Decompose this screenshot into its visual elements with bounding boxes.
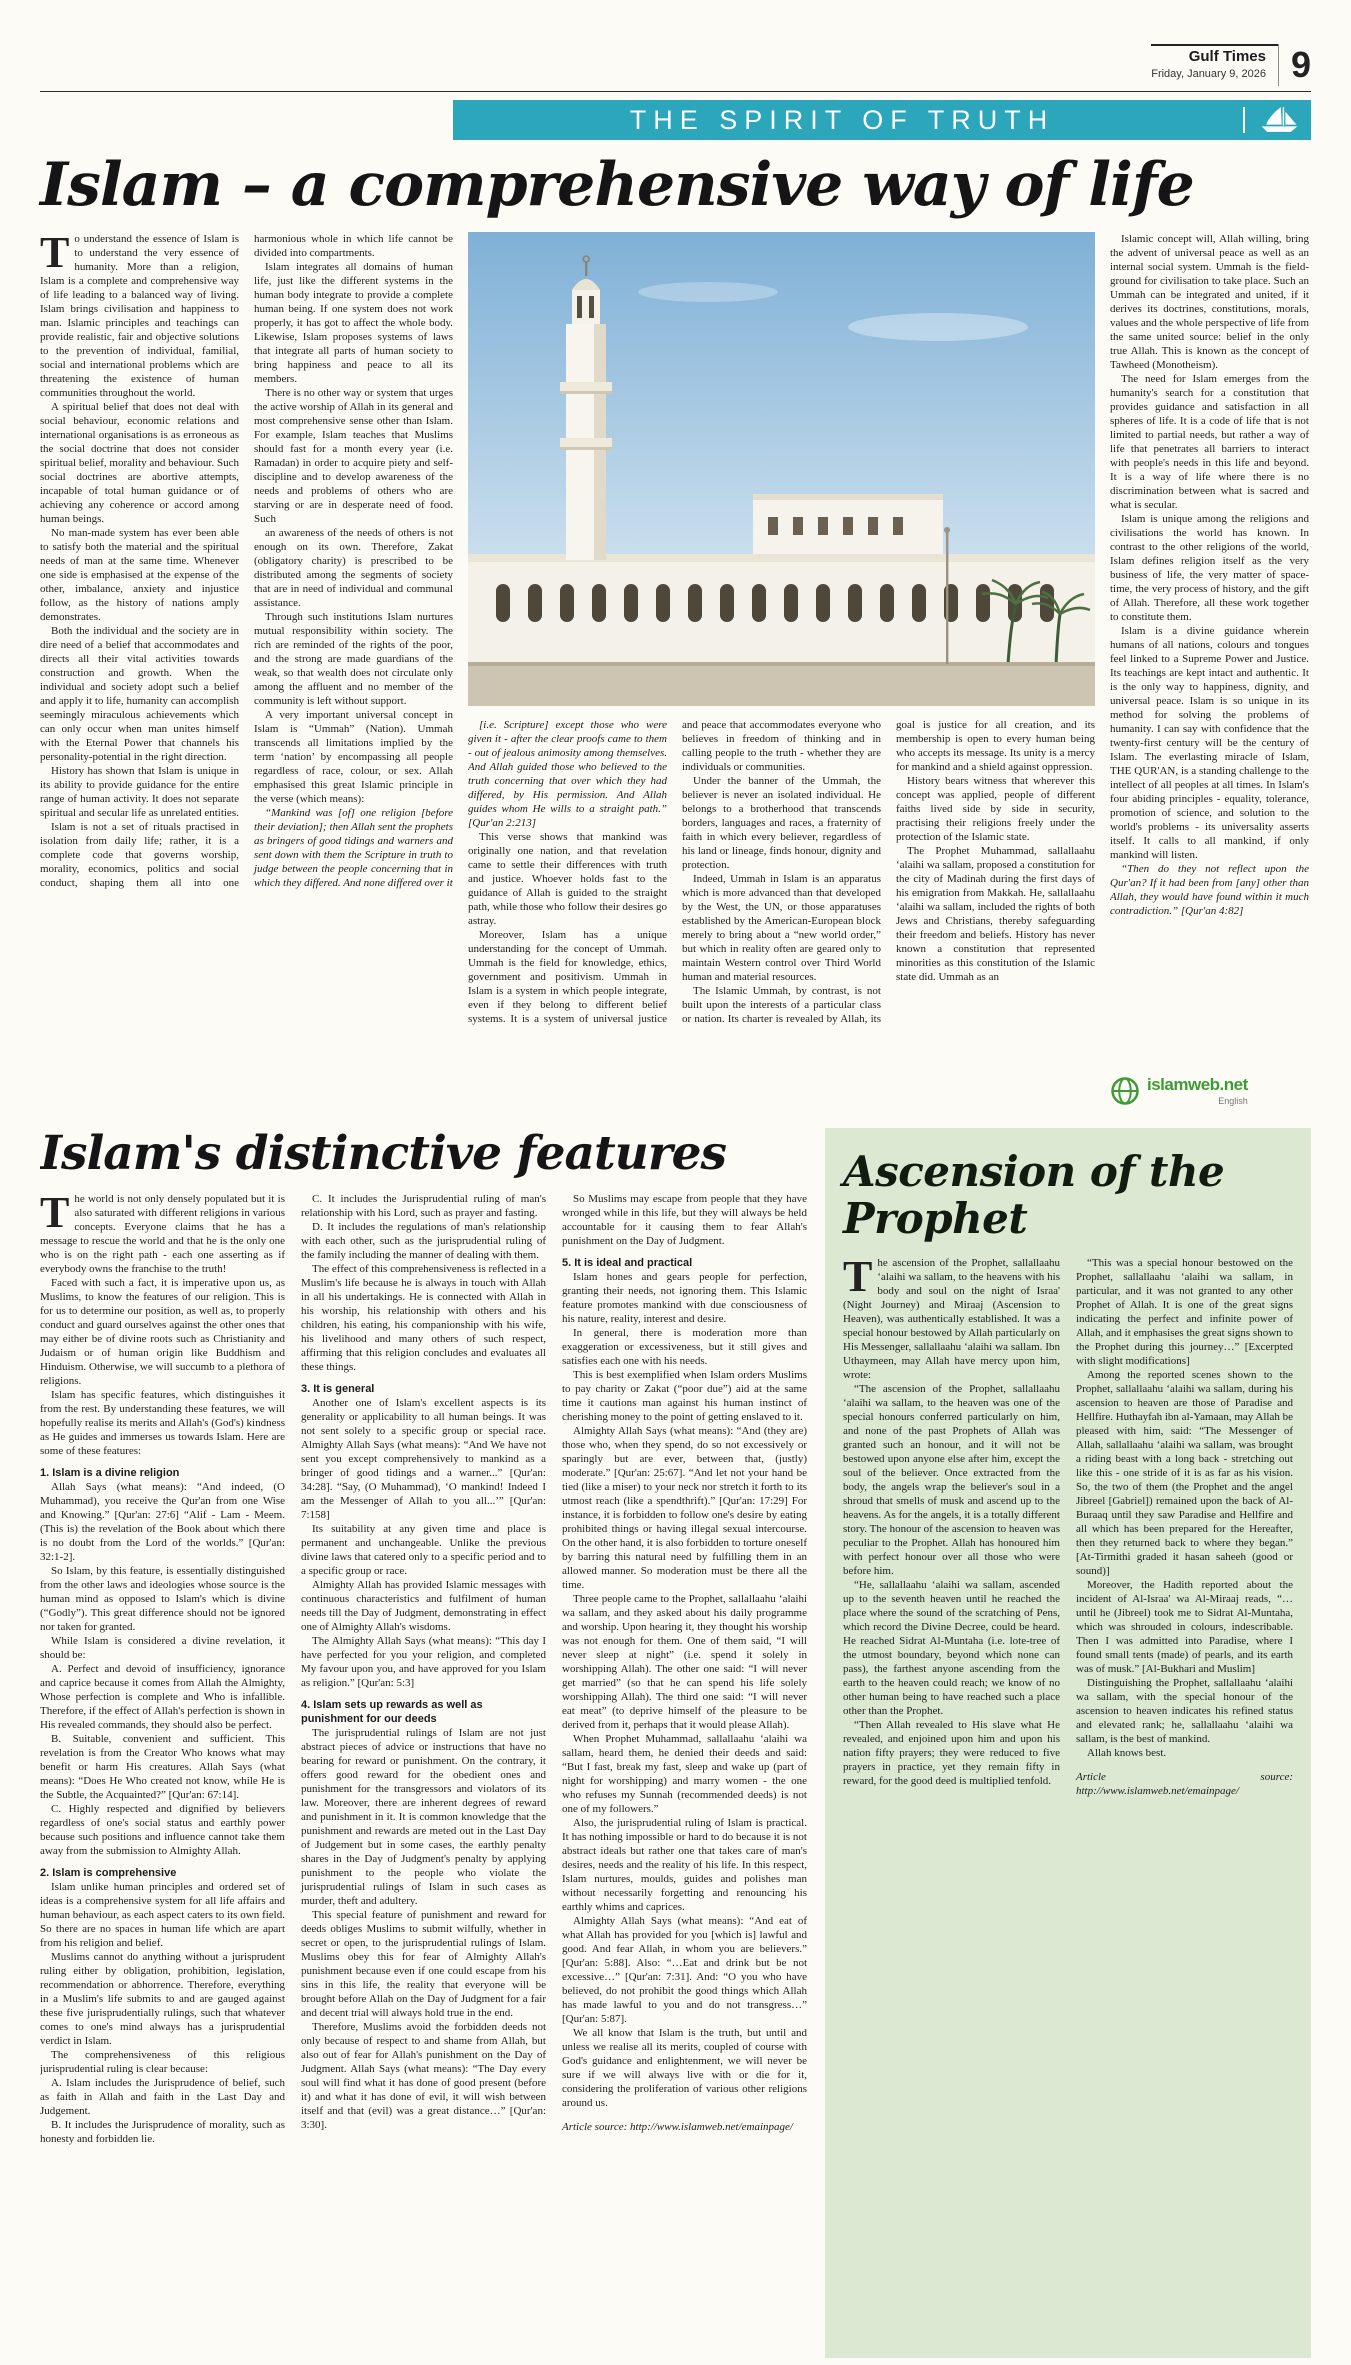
masthead-names [1151, 44, 1278, 86]
paragraph: Allah knows best. [1087, 1747, 1167, 1759]
paragraph: Under the banner of the Ummah, the believer is never an isolated individual. He belongs to a brotherhood that transcends borders, languages and races, a fraternity of faith in which every believer, regardless of his land or lineage, finds honour, dignity and protection. [682, 775, 881, 871]
paragraph: The Prophet Muhammad, sallallaahu ‘alaihi wa sallam, proposed a constitution for the city of Madinah during the first days of his emigration from Makkah. He, sallallaahu ‘alaihi wa sallam, included the rights of both Jews and Christians, thereby safeguarding their freedom and beliefs. History has never known a constitution that represented minorities as this constitution of the Islamic state did. Ummah as an [896, 845, 1095, 983]
paragraph: Islam is unique among the religions and civilisations the world has known. In contrast to the other religions of the world, Islam defines religion itself as the very business of life, the very matter of space-time, the very process of history, and the gift of Allah. Therefore, all these work together to constitute them. [1110, 513, 1309, 623]
paragraph: B. It includes the Jurisprudence of morality, such as honesty and forbidden lie. [40, 2119, 285, 2145]
paragraph: The jurisprudential rulings of Islam are not just abstract pieces of advice or instructions that have no bearing for reward or punishment. On the contrary, it offers good reward for the obedient ones and punishment for the transgressors and violators of its law. Moreover, there are inherent degrees of reward and punishment in it. It is common knowledge that the punishment and rewards are meted out in the Last Day of Judgement but in some cases, the earthly penalty shares in the Day of Judgment's penalty by applying punishment to the people who violate the jurisprudential rulings of Islam in such cases as murder, theft and adultery. [301, 1727, 546, 1907]
paragraph: 4. Islam sets up rewards as well as punishment for our deeds [301, 1699, 483, 1725]
section-title: THE SPIRIT OF TRUTH [629, 104, 1055, 135]
paragraph: So Islam, by this feature, is essentially distinguished from the other laws and ideologies whose source is the human mind as opposed to Islam's which is divine (“Godly”). This great difference should not be ignored nor taken for granted. [40, 1565, 285, 1633]
paragraph: “He, sallallaahu ‘alaihi wa sallam, ascended up to the seventh heaven until he reached the place where the sound of the scratching of Pens, which record the Divine Decree, could be heard. He reached Sidrat Al-Muntaha (i.e. lote-tree of the utmost boundary, beyond which none can pass), the farthest anyone ascending from the earth to the heaven could reach; we know of no other human being to have reached such a place other than the Prophet. [843, 1579, 1060, 1717]
article1-headline: Islam – a comprehensive way of life [40, 150, 1194, 220]
paragraph: Islam hones and gears people for perfection, granting their needs, not ignoring them. This Islamic feature promotes mankind with due consciousness of his nature, reality, interest and desire. [562, 1271, 807, 1325]
paragraph: Therefore, Muslims avoid the forbidden deeds not only because of respect to and shame from Allah, but also out of fear for Allah's punishment on the Day of Judgment. Allah Says (what means): “The Day every soul will find what it has done of good present (before it) and what it has done of evil, it will wish between itself and that (evil) was a great distance…” [Qur'an: 3:30]. [301, 2021, 546, 2131]
sidebar-columns [843, 1256, 1293, 2328]
paragraph: Moreover, Islam has a unique understanding for the concept of Ummah. Ummah is the field for knowledge, ethics, government and positivism. Ummah in Islam is a system in which people integrate, even if they belong to different belief systems. It is a system of universal justice and peace that accommodates everyone who believes in freedom of thinking and in calling people to the truth - whether they are individuals or communities. [468, 719, 881, 1025]
islamweb-language-label: English [1218, 1096, 1248, 1106]
paragraph: C. It includes the Jurisprudential ruling of man's relationship with his Lord, such as prayer and fasting. [301, 1193, 546, 1219]
paragraph: “The ascension of the Prophet, sallallaahu ‘alaihi wa sallam, to the heaven was one of the special honours conferred particularly on him, and none of the past Prophets of Allah was granted such an honour, and it will not be bestowed upon anyone else after him, except the soul of the believer. Once extracted from the body, the angels wrap the believer's soul in a shroud that smells of musk and ascend up to the heavens. As for the angels, it is a totally different story. The honour of the ascension to heaven was peculiar to the Prophet. Allah has honoured him with perfect honour over all those who were before him. [843, 1383, 1060, 1577]
islamweb-logo [1110, 1063, 1309, 1106]
paragraph: History bears witness that wherever this concept was applied, people of different faiths lived side by side in security, practising their religions freely under the protection of the Islamic state. [896, 775, 1095, 843]
paragraph: Through such institutions Islam nurtures mutual responsibility within society. The rich are reminded of the rights of the poor, and the strong are made guardians of the weak, so that wealth does not circulate only among the affluent and no member of the community is left without support. [254, 611, 453, 707]
article1-body [40, 232, 1311, 1106]
paragraph: Article source: http://www.islamweb.net/emainpage/ [562, 2121, 793, 2133]
section-banner [453, 100, 1311, 140]
paragraph: C. Highly respected and dignified by believers regardless of one's social status and earthly power because such positions and influence cannot take them away from the submission to Almighty Allah. [40, 1803, 285, 1857]
paragraph: B. Suitable, convenient and sufficient. This revelation is from the Creator Who knows what may benefit or harm His creatures. Allah Says (what means): “Does He Who created not know, while He is the Subtle, the Acquainted?” [Qur'an: 67:14]. [40, 1733, 285, 1801]
drop-cap: T [40, 232, 70, 277]
paragraph: Muslims cannot do anything without a jurisprudent ruling either by obligation, prohibition, legislation, recommendation or abhorrence. Therefore, everything in a Muslim's life submits to and are gauged against these five jurisprudentially rulings, such that whatever comes to one's mind always has a jurisprudential verdict in Islam. [40, 1951, 285, 2047]
islamweb-globe-icon [1110, 1076, 1140, 1106]
paragraph: This is best exemplified when Islam orders Muslims to pay charity or Zakat (“poor due”) aid at the same time it cautions man against his human instinct of cherishing money to the point of getting enslaved to it. [562, 1369, 807, 1423]
article1-right-text [1110, 232, 1309, 918]
paragraph: 3. It is general [301, 1383, 375, 1395]
paragraph: No man-made system has ever been able to satisfy both the material and the spiritual needs of man at the same time. Whenever one side is emphasised at the expense of the other, imbalance, anxiety and injustice follow, as the history of nations amply demonstrates. [40, 527, 239, 623]
paragraph: Another one of Islam's excellent aspects is its generality or applicability to all human beings. It was not sent solely to a specific group or special race. Almighty Allah Says (what means): “And We have not sent you except comprehensively to mankind as a bringer of good tidings and a warner...” [Qur'an: 34:28]. “Say, (O Muhammad), ‘O mankind! Indeed I am the Messenger of Allah to you all...’” [Qur'an: 7:158] [301, 1397, 546, 1521]
paragraph: The Almighty Allah Says (what means): “This day I have perfected for you your religion, and completed My favour upon you, and have approved for you Islam as religion.” [Qur'an: 5:3] [301, 1635, 546, 1689]
paragraph: Islam is a divine guidance wherein humans of all nations, colours and tongues feel linked to a Supreme Power and Justice. Its teachings are kept intact and authentic. It is the only way to happiness, dignity, and universal peace. Islam is so unique in its method for solving the problems of humanity. I can say with confidence that the twenty-first century will be the century of Islam. The everlasting miracle of Islam, THE QUR'AN, is a standing challenge to the intellect of all peoples at all times. In Islam's four abiding principles - equality, tolerance, promotion of science, and solution to the world's problems - its universality asserts itself. It calls to all mankind, if only mankind will listen. [1110, 625, 1309, 861]
article1-column-right [1110, 232, 1309, 1106]
paragraph: Moreover, the Hadith reported about the incident of Al-Israa' wa Al-Miraaj reads, “… until he (Jibreel) took me to Sidrat Al-Muntaha, which was shrouded in colours, indescribable. Then I was admitted into Paradise, where I found small tents (made) of pearls, and its earth was of musk.” [Al-Bukhari and Muslim] [1076, 1579, 1293, 1675]
paragraph: Three people came to the Prophet, sallallaahu ‘alaihi wa sallam, and they asked about his daily programme and worship. Upon hearing it, they thought his worship was not enough for them. One of them said, “I will never sleep at night” (i.e. spend it solely in worshipping Allah). The other one said: “I will never get married” (so that he can spend his life solely worshipping Allah). The third one said: “I will never eat meat” (to deprive himself of the pleasure to be derived from it, perhaps that it would please Allah). [562, 1593, 807, 1731]
paragraph: A. Perfect and devoid of insufficiency, ignorance and caprice because it comes from Allah the Almighty, Whose perfection is complete and Who is infallible. Therefore, if the effect of Allah's perfection is shown in His revealed commands, they should also be perfect. [40, 1663, 285, 1731]
islamweb-logo-text: islamweb.net [1147, 1075, 1248, 1094]
paragraph: “This was a special honour bestowed on the Prophet, sallallaahu ‘alaihi wa sallam, in particular, and it was not granted to any other Prophet of Allah. It is one of the great signs indicating the perfect and infinite power of Allah, and it emphasises the great signs shown to the Prophet during this journey…” [Excerpted with slight modifications] [1076, 1257, 1293, 1367]
paragraph: Among the reported scenes shown to the Prophet, sallallaahu ‘alaihi wa sallam, during his ascension to heaven are those of Paradise and Hellfire. Huthayfah ibn al-Yamaan, may Allah be pleased with him, said: “The Messenger of Allah, sallallaahu ‘alaihi wa sallam, was brought a riding beast with a long back - stretching out like this - one stride of it is as far as his vision. So, the two of them (the Prophet and the angel Jibreel [Gabriel]) remained upon the back of Al-Buraaq until they saw Paradise and Hellfire and all which has been prepared for the Hereafter, then they returned back to where they began.” [At-Tirmithi graded it hasan saheeh (good or sound)] [1076, 1369, 1293, 1577]
page-number: 9 [1278, 44, 1311, 86]
drop-cap: T [40, 1192, 70, 1237]
masthead [40, 44, 1311, 92]
paragraph: [i.e. Scripture] except those who were given it - after the clear proofs came to them - out of jealous animosity among themselves. And Allah guided those who believed to the truth concerning that over which they had differed, by His permission. And Allah guides whom He wills to a straight path.” [Qur'an 2:213] [468, 719, 667, 829]
paragraph: Also, the jurisprudential ruling of Islam is practical. It has nothing impossible or hard to do because it is not abstract ideals but rather one that takes care of man's desires, needs and the reality of his life. In this respect, Islam nurtures, moulds, guides and polishes man without necessarily forgetting and renouncing his earthly whims and caprices. [562, 1817, 807, 1913]
paragraph: There is no other way or system that urges the active worship of Allah in its general and most comprehensive sense other than Islam. For example, Islam teaches that Muslims should fast for a month every year (i.e. Ramadan) in order to acquire piety and self-discipline and to develop awareness of the needs and problems of others who are starving or are in desperate need of food. Such [254, 387, 453, 525]
paragraph: Almighty Allah Says (what means): “And (they are) those who, when they spend, do so not excessively or sparingly but are ever, between that, (justly) moderate.” [Qur'an: 25:67]. “And let not your hand be tied (like a miser) to your neck nor stretch it forth to its utmost reach (like a spendthrift).” [Qur'an: 17:29] For instance, it is forbidden to follow one's desire by eating prohibited things or having illegal sexual intercourse. On the other hand, it is also forbidden to torture oneself by barring this natural need by fulfilling them in an allowed manner. So moderation must be there all the time. [562, 1425, 807, 1591]
paragraph: The world is not only densely populated but it is also saturated with different religions in various concepts. Everyone claims that he has a message to rescue the world and that he is the only one who is on the right path - each one asserting as if everybody owns the franchise to the truth! [40, 1192, 285, 1275]
paragraph: When Prophet Muhammad, sallallaahu ‘alaihi wa sallam, heard them, he denied their deeds and said: “But I fast, break my fast, sleep and wake up (part of night for worshipping) and marry women - the one who refuses my Sunnah (recommended deeds) is not one of my followers.” [562, 1733, 807, 1815]
paragraph: This verse shows that mankind was originally one nation, and that revelation came to settle their differences with truth and justice. Whoever holds fast to the guidance of Allah is guided to the straight path, while those who follow their desires go astray. [468, 831, 667, 927]
paragraph: Almighty Allah has provided Islamic messages with continuous characteristics and fulfilment of human needs till the Day of Judgment, demonstrating in effect one of Almighty Allah's wisdoms. [301, 1579, 546, 1633]
paragraph: Almighty Allah Says (what means): “And eat of what Allah has provided for you [which is] lawful and good. And fear Allah, in whom you are believers.” [Qur'an: 5:88]. Also: “…Eat and drink but be not excessive…” [Qur'an: 7:31]. And: “O you who have believed, do not prohibit the good things which Allah has made lawful to you and do not transgress…” [Qur'an: 5:87]. [562, 1915, 807, 2025]
paragraph: an awareness of the needs of others is not enough on its own. Therefore, Zakat (obligatory charity) is prescribed to be distributed among the segments of society that are in need of individual and communal assistance. [254, 527, 453, 609]
paragraph: The effect of this comprehensiveness is reflected in a Muslim's life because he is always in touch with Allah in all his undertakings. He is connected with Allah in his worship, his relationship with others and his children, his eating, his companionship with his wife, his livelihood and many others of such respect, affirming that this religion concludes and evaluates all these things. [301, 1263, 546, 1373]
banner-divider [1243, 107, 1245, 133]
article2-headline: Islam's distinctive features [40, 1128, 726, 1181]
paragraph: Its suitability at any given time and place is permanent and unchangeable. Unlike the previous divine laws that catered only to a specific period and to a specific group or race. [301, 1523, 546, 1577]
paragraph: Islamic concept will, Allah willing, bring the advent of universal peace as well as an internal social system. Ummah is the field-ground for civilisation to take place. Such an Ummah can be integrated and united, if it derives its doctrines, constitutions, morals, values and the whole perspective of life from the same united source: belief in the only true Allah. This is known as the concept of Tawheed (Monotheism). [1110, 233, 1309, 371]
paragraph: 5. It is ideal and practical [562, 1257, 693, 1269]
paragraph: D. It includes the regulations of man's relationship with each other, such as the jurisprudential ruling of the family including the manner of dealing with them. [301, 1221, 546, 1261]
paragraph: “Then do they not reflect upon the Qur'an? If it had been from [any] other than Allah, they would have found within it much contradiction.” [Qur'an 4:82] [1110, 863, 1309, 917]
paragraph: 2. Islam is comprehensive [40, 1867, 177, 1879]
paragraph: Indeed, Ummah in Islam is an apparatus which is more advanced than that developed by the West, the UN, or those apparatuses established by the American-European block merely to bring about a “new world order,” but which in reality often are geared only to maintain Western control over Third World human and material resources. [682, 873, 881, 983]
paragraph: The need for Islam emerges from the humanity's search for a constitution that provides guidance and satisfaction in all spheres of life. It is a code of life that is not limited to partial needs, but rather a way of life that penetrates all barriers to interact with people's needs in this life and beyond. It is a way of life where there is no discrimination between what is sacred and what is secular. [1110, 373, 1309, 511]
article1-columns-middle [468, 718, 1095, 1106]
bottom-section [40, 1128, 1311, 2358]
mosque-photo [468, 232, 1095, 706]
paragraph: So Muslims may escape from people that they have wronged while in this life, but they will always be held accountable for it causing them to fear Allah's punishment on the Day of Judgment. [562, 1193, 807, 1247]
paragraph: Faced with such a fact, it is imperative upon us, as Muslims, to know the features of our religion. This is for us to determine our position, as well as, to properly conduct and guard ourselves against the other ones that may either be of divine roots such as Christianity and Judaism or of human origin like Buddhism and Hinduism. Otherwise, we will succumb to a plethora of religions. [40, 1277, 285, 1387]
paragraph: 1. Islam is a divine religion [40, 1467, 180, 1479]
paper-date: Friday, January 9, 2026 [1151, 67, 1266, 80]
paragraph: The comprehensiveness of this religious jurisprudential ruling is clear because: [40, 2049, 285, 2075]
paragraph: A. Islam includes the Jurisprudence of belief, such as faith in Allah and faith in the Last Day and Judgement. [40, 2077, 285, 2117]
paragraph: The ascension of the Prophet, sallallaahu ‘alaihi wa sallam, to the heavens with his body and soul on the night of Israa' (Night Journey) and Miraaj (Ascension to Heaven), was authentically established. It was a special honour bestowed by Allah particularly on His Messenger, sallallaahu ‘alaihi wa sallam. Ibn Uthaymeen, may Allah have mercy upon him, wrote: [843, 1256, 1060, 1381]
paragraph: To understand the essence of Islam is to understand the very essence of humanity. More than a religion, Islam is a complete and comprehensive way of life leading to a balanced way of living. Islam brings civilisation and happiness to man. Islamic principles and teachings can provide realistic, fair and objective solutions to the prevention of individual, familial, social and international problems which are threatening the existence of human communities throughout the world. [40, 232, 239, 399]
drop-cap: T [843, 1256, 873, 1301]
paragraph: Islam has specific features, which distinguishes it from the rest. By understanding these features, we will hopefully realise its merits and Allah's (God's) kindness as He guides and immerses us towards Islam. Here are some of these features: [40, 1389, 286, 1457]
paragraph: Islam integrates all domains of human life, just like the different systems in the human body integrate to provide a complete human being. If one system does not work properly, it has got to affect the whole body. Likewise, Islam proposes systems of laws that integrate all parts of human society to bring happiness and peace to all its members. [254, 261, 453, 385]
paragraph: History has shown that Islam is unique in its ability to provide guidance for the entire range of human activity. It does not separate spiritual and secular life as unrelated entities. [40, 765, 239, 819]
article2-columns [40, 1192, 807, 2350]
paragraph: While Islam is considered a divine revelation, it should be: [40, 1635, 285, 1661]
article2 [40, 1128, 807, 2358]
paragraph: We all know that Islam is the truth, but until and unless we realise all its merits, coupled of course with God's guidance and enlightenment, we will never be sure if we will always live with or die for it, considering the proliferation of various other religions around us. [562, 2027, 807, 2109]
masthead-right [1151, 44, 1311, 86]
paragraph: Both the individual and the society are in dire need of a belief that accommodates and directs all their vital activities towards construction and growth. When the individual and society adopt such a belief and apply it to life, humanity can accomplish seemingly miraculous achievements which can only occur when man unites himself with the Eternal Power that channels his personality-potential in the right direction. [40, 625, 239, 763]
paragraph: In general, there is moderation more than exaggeration or excessiveness, but it still gives and satisfies each one with his needs. [562, 1327, 807, 1367]
article1-middle [468, 232, 1095, 1106]
paragraph: Article source: http://www.islamweb.net/emainpage/ [1076, 1771, 1293, 1797]
paper-name: Gulf Times [1188, 48, 1266, 65]
sidebar-headline: Ascension of the Prophet [843, 1147, 1225, 1243]
sidebar-article [825, 1128, 1311, 2358]
dhow-icon [1257, 105, 1301, 135]
paragraph: A spiritual belief that does not deal with social behaviour, economic relations and international organisations is as erroneous as the social doctrine that does not consider spiritual belief, morality and behaviour. Such social doctrines are abortive attempts, incapable of total human guidance or of achieving any coherence or accord among human beings. [40, 401, 239, 525]
paragraph: Distinguishing the Prophet, sallallaahu ‘alaihi wa sallam, with the special honour of the ascension to heaven indicates his refined status and elevated rank; he, sallallaahu ‘alaihi wa sallam, is the best of mankind. [1076, 1677, 1293, 1745]
paragraph: A very important universal concept in Islam is “Ummah” (Nation). Ummah transcends all limitations implied by the term ‘nation’ by encompassing all people regardless of race, colour, or sex. Allah emphasised this great Islamic principle in the verse (which means): [254, 709, 453, 805]
paragraph: Islam unlike human principles and ordered set of ideas is a comprehensive system for all life affairs and human behaviour, as each aspect caters to its own field. So there are no spaces in human life which are apart from his religion and belief. [40, 1881, 285, 1949]
paragraph: “Mankind was [of] one religion [before their deviation]; then Allah sent the prophets as bringers of good tidings and warners and sent down with them the Scripture in truth to judge between the people concerning that in which they differed. And none differed over it [254, 807, 453, 889]
article1-columns-left [40, 232, 453, 1106]
paragraph: Allah Says (what means): “And indeed, (O Muhammad), you receive the Qur'an from one Wise and Knowing.” [Qur'an: 27:6] “Alif - Lam - Meem. (This is) the revelation of the Book about which there is no doubt from the Lord of the worlds.” [Qur'an: 32:1-2]. [40, 1481, 285, 1563]
paragraph: “Then Allah revealed to His slave what He revealed, and enjoined upon him and upon his nation fifty prayers; they were reduced to five prayers in practice, yet they remain fifty in reward, for the good deed is multiplied tenfold. [843, 1719, 1060, 1787]
paragraph: The Islamic Ummah, by contrast, is not built upon the interests of a particular class or nation. Its charter is revealed by Allah, its goal is justice for all creation, and its membership is open to every human being who accepts its message. Its unity is a mercy for mankind and a shield against oppression. [682, 719, 1095, 1025]
paragraph: Islam is not a set of rituals practised in isolation from daily life; rather, it is a complete code that governs worship, morality, economics, politics and social conduct, shaping them all into one harmonious whole in which life cannot be divided into compartments. [40, 233, 453, 889]
paragraph: This special feature of punishment and reward for deeds obliges Muslims to submit wilfully, whether in secret or open, to the jurisprudential rulings of Islam. Muslims obey this for fear of Almighty Allah's punishment because even if one could escape from his sins in this life, the reality that everyone will be brought before Allah on the Day of Judgment for a fair and decent trial will always hold true in the end. [301, 1909, 546, 2019]
